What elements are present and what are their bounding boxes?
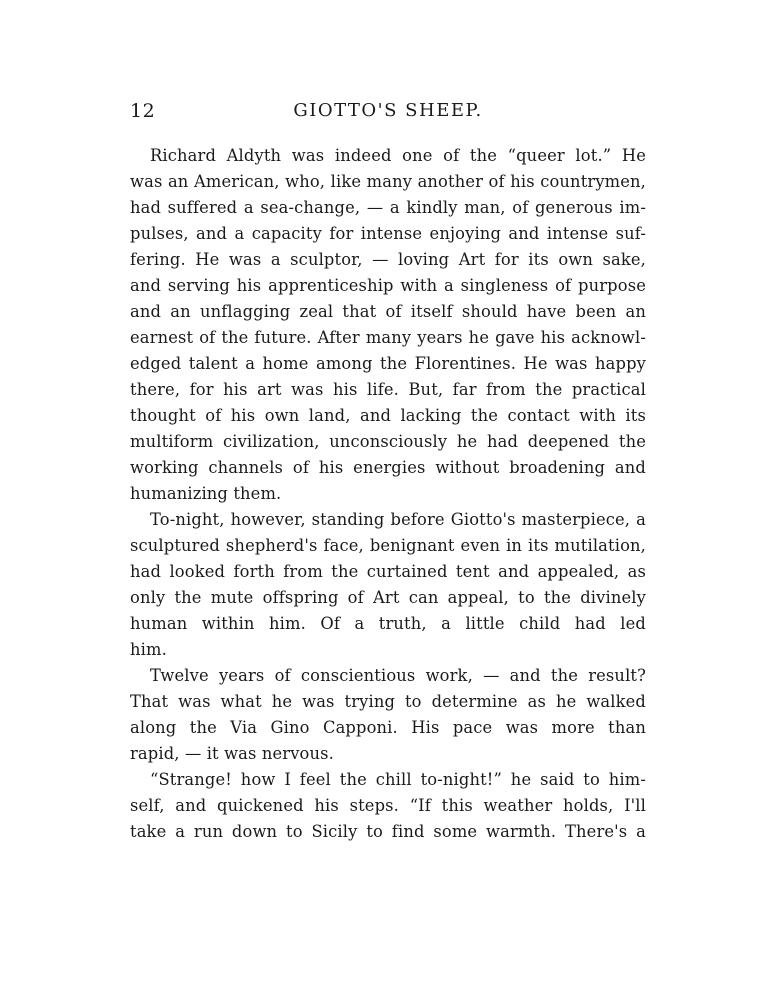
- text-line: and an unflagging zeal that of itself should have been an: [130, 302, 646, 321]
- text-line: had suffered a sea-change, — a kindly man, of generous im-: [130, 198, 646, 217]
- body-text: [130, 143, 646, 845]
- text-line: “Strange! how I feel the chill to-night!” he said to him-: [150, 770, 646, 789]
- paragraph: [130, 663, 646, 767]
- paragraph: [130, 143, 646, 507]
- text-line: rapid, — it was nervous.: [130, 744, 334, 763]
- paragraph: [130, 767, 646, 845]
- paragraph: [130, 507, 646, 663]
- text-line: there, for his art was his life. But, far from the practical: [130, 380, 646, 399]
- text-line: That was what he was trying to determine as he walked: [130, 692, 646, 711]
- running-title: GIOTTO'S SHEEP.: [293, 100, 483, 121]
- running-head: [130, 100, 646, 124]
- text-line: multiform civilization, unconsciously he had deepened the: [130, 432, 646, 451]
- text-line: pulses, and a capacity for intense enjoying and intense suf-: [130, 224, 646, 243]
- text-line: him.: [130, 640, 167, 659]
- text-line: along the Via Gino Capponi. His pace was more than: [130, 718, 646, 737]
- text-line: sculptured shepherd's face, benignant even in its mutilation,: [130, 536, 646, 555]
- text-line: self, and quickened his steps. “If this weather holds, I'll: [130, 796, 646, 815]
- text-line: edged talent a home among the Florentines. He was happy: [130, 354, 646, 373]
- text-line: working channels of his energies without broadening and: [130, 458, 646, 477]
- text-line: Twelve years of conscientious work, — and the result?: [150, 666, 646, 685]
- page-number: 12: [130, 100, 156, 122]
- text-line: was an American, who, like many another of his countrymen,: [130, 172, 646, 191]
- text-line: To-night, however, standing before Giotto's masterpiece, a: [150, 510, 646, 529]
- text-line: fering. He was a sculptor, — loving Art for its own sake,: [130, 250, 646, 269]
- text-line: human within him. Of a truth, a little child had led: [130, 614, 646, 633]
- text-line: humanizing them.: [130, 484, 282, 503]
- text-line: thought of his own land, and lacking the contact with its: [130, 406, 646, 425]
- text-line: take a run down to Sicily to find some warmth. There's a: [130, 822, 646, 841]
- text-line: Richard Aldyth was indeed one of the “queer lot.” He: [150, 146, 646, 165]
- text-line: had looked forth from the curtained tent and appealed, as: [130, 562, 646, 581]
- text-line: earnest of the future. After many years he gave his acknowl-: [130, 328, 646, 347]
- text-line: and serving his apprenticeship with a singleness of purpose: [130, 276, 646, 295]
- text-line: only the mute offspring of Art can appeal, to the divinely: [130, 588, 646, 607]
